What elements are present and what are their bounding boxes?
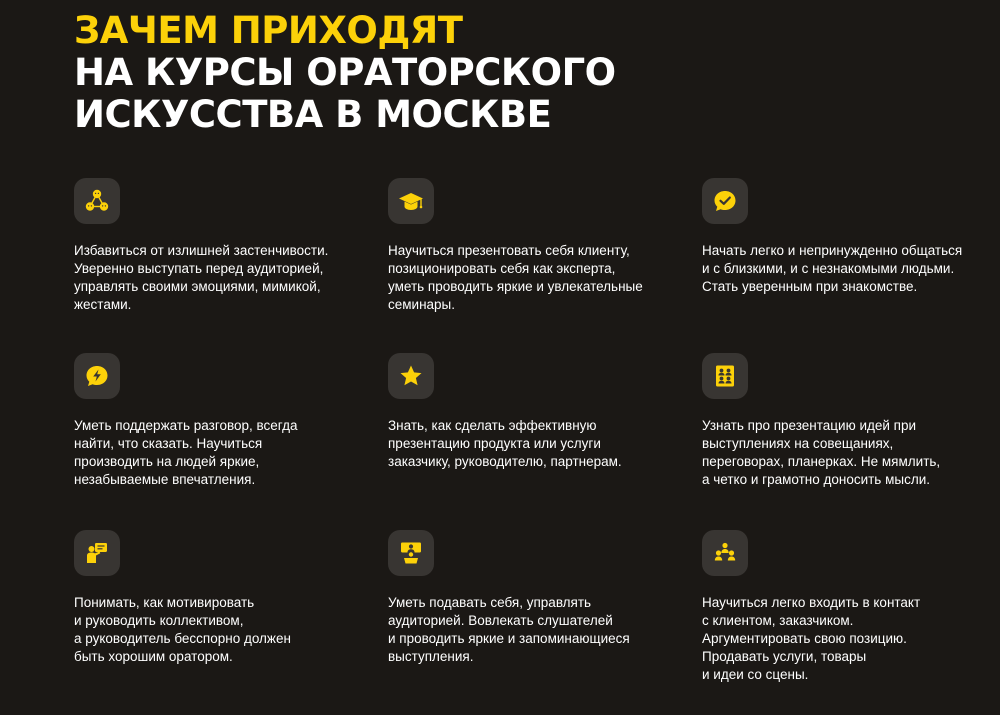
chat-check-icon [702,178,748,224]
reason-card-text: Узнать про презентацию идей при выступлениях на совещаниях, переговорах, планерках. Не мямлить, а четко и грамотно доносить мысли. [702,418,941,487]
section-title-line-2: ИСКУССТВА В МОСКВЕ [74,93,552,136]
group-audience-icon [702,530,748,576]
reason-card-2 [388,178,678,314]
reason-card-text: Избавиться от излишней застенчивости. Уверенно выступать перед аудиторией, управлять своими эмоциями, мимикой, жестами. [74,243,329,312]
reason-card-1 [74,178,364,314]
reason-card-text: Знать, как сделать эффективную презентацию продукта или услуги заказчику, руководителю, партнерам. [388,418,622,469]
reason-card-9 [702,530,992,684]
reason-card-7 [74,530,364,666]
reason-card-3 [702,178,992,296]
reason-card-5 [388,353,678,471]
reason-card-text: Уметь подавать себя, управлять аудиторией. Вовлекать слушателей и проводить яркие и запоминающиеся выступления. [388,595,630,664]
speaker-presenting-icon [74,530,120,576]
star-icon [388,353,434,399]
reason-card-text: Понимать, как мотивировать и руководить коллективом, а руководитель бесспорно должен быть хорошим оратором. [74,595,291,664]
reason-card-text: Начать легко и непринужденно общаться и с близкими, и с незнакомыми людьми. Стать уверенным при знакомстве. [702,243,963,294]
section-title-line-1: НА КУРСЫ ОРАТОРСКОГО [74,51,616,94]
reason-card-text: Уметь поддержать разговор, всегда найти, что сказать. Научиться производить на людей яркие, незабываемые впечатления. [74,418,298,487]
reason-card-text: Научиться легко входить в контакт с клиентом, заказчиком. Аргументировать свою позицию. Продавать услуги, товары и идеи со сцены. [702,595,921,682]
chat-lightning-icon [74,353,120,399]
podium-speaker-icon [388,530,434,576]
graduation-cap-icon [388,178,434,224]
section-title-accent: ЗАЧЕМ ПРИХОДЯТ [74,9,463,52]
section-title [74,10,616,136]
reason-card-4 [74,353,364,489]
people-network-icon [74,178,120,224]
reason-card-8 [388,530,678,666]
reason-card-6 [702,353,992,489]
reason-card-text: Научиться презентовать себя клиенту, позиционировать себя как эксперта, уметь проводить яркие и увлекательные семинары. [388,243,643,312]
meeting-board-icon [702,353,748,399]
